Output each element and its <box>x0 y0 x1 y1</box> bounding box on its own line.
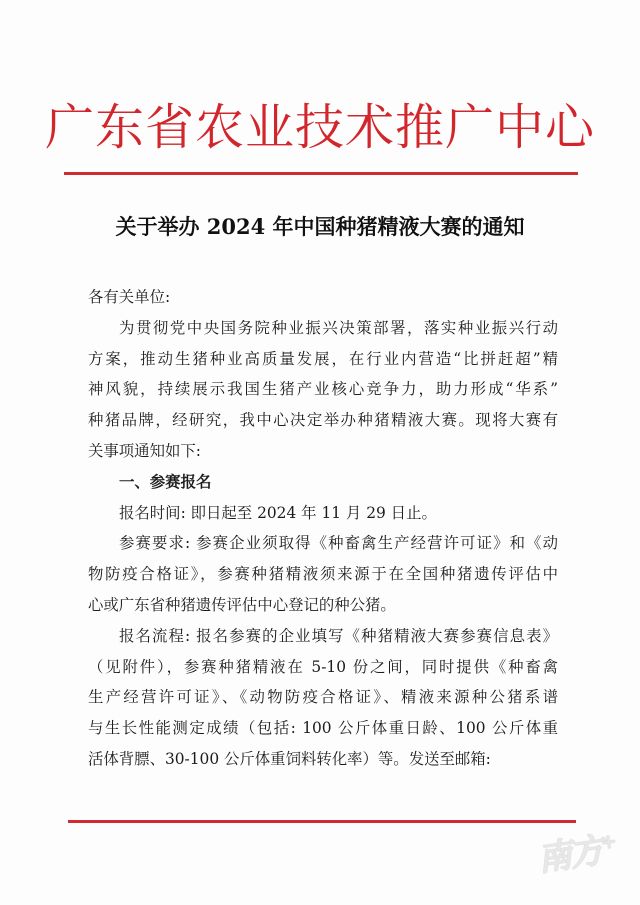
document-title: 关于举办 2024 年中国种猪精液大赛的通知 <box>115 214 525 239</box>
intro-line: 为贯彻党中央国务院种业振兴决策部署，落实种业振兴行动 <box>119 318 558 337</box>
process-line: 活体背膘、30-100 公斤体重饲料转化率）等。发送至邮箱: <box>88 749 491 768</box>
registration-time: 报名时间: 即日起至 2024 年 11 月 29 日止。 <box>119 503 437 522</box>
section-heading-registration: 一、参赛报名 <box>119 472 212 491</box>
process-line: 报名流程: 报名参赛的企业填写《种猪精液大赛参赛信息表》 <box>119 626 558 645</box>
requirements-line: 心或广东省种猪遗传评估中心登记的种公猪。 <box>88 595 396 614</box>
intro-line: 种猪品牌，经研究，我中心决定举办种猪精液大赛。现将大赛有 <box>88 411 558 430</box>
document-body <box>88 282 558 775</box>
intro-line: 关事项通知如下: <box>88 441 201 460</box>
process-line: （见附件），参赛种猪精液在 5-10 份之间，同时提供《种畜禽 <box>88 657 558 676</box>
intro-line: 方案，推动生猪种业高质量发展，在行业内营造“比拼赶超”精 <box>88 349 558 368</box>
watermark-plus: + <box>598 828 617 855</box>
process-line: 与生长性能测定成绩（包括: 100 公斤体重日龄、100 公斤体重 <box>88 719 558 738</box>
watermark-text: 南方 <box>535 830 605 880</box>
nanfang-watermark-logo <box>534 821 622 892</box>
footer-red-rule <box>68 820 576 823</box>
salutation: 各有关单位: <box>88 288 171 306</box>
letterhead-org-name: 广东省农业技术推广中心 <box>44 99 595 156</box>
requirements-line: 物防疫合格证》，参赛种猪精液须来源于在全国种猪遗传评估中 <box>88 565 558 584</box>
requirements-line: 参赛要求: 参赛企业须取得《种畜禽生产经营许可证》和《动 <box>119 534 558 553</box>
process-line: 生产经营许可证》、《动物防疫合格证》、精液来源种公猪系谱 <box>88 688 558 707</box>
intro-line: 神风貌，持续展示我国生猪产业核心竞争力，助力形成“华系” <box>88 380 558 399</box>
letterhead-red-rule <box>64 172 578 175</box>
